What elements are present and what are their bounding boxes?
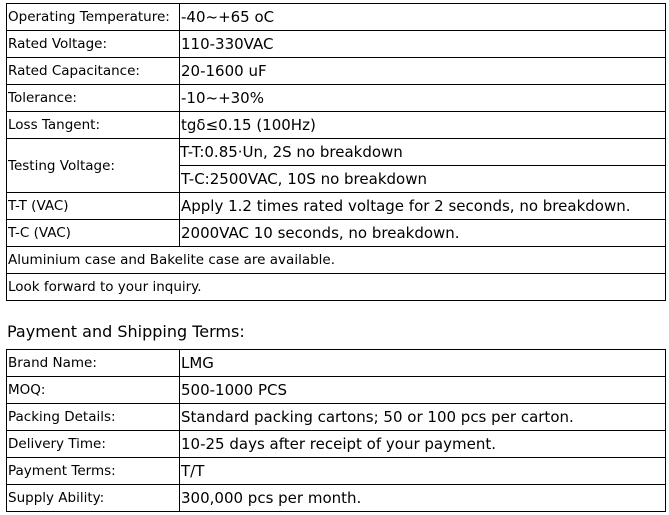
table-row xyxy=(7,31,666,58)
moq-value: 500-1000 PCS xyxy=(180,377,666,404)
tolerance-label: Tolerance: xyxy=(7,85,180,112)
tc-vac-label: T-C (VAC) xyxy=(7,220,180,247)
packing-details-value: Standard packing cartons; 50 or 100 pcs per carton. xyxy=(180,404,666,431)
loss-tangent-label: Loss Tangent: xyxy=(7,112,180,139)
table-row xyxy=(7,377,666,404)
table-row xyxy=(7,139,666,193)
table-row xyxy=(7,4,666,31)
tt-vac-value: Apply 1.2 times rated voltage for 2 seconds, no breakdown. xyxy=(180,193,666,220)
table-row xyxy=(7,350,666,377)
testing-voltage-label: Testing Voltage: xyxy=(7,139,180,193)
table-row xyxy=(7,274,666,301)
case-availability-note: Aluminium case and Bakelite case are available. xyxy=(7,247,666,274)
rated-voltage-value: 110-330VAC xyxy=(180,31,666,58)
loss-tangent-value: tgδ≤0.15 (100Hz) xyxy=(180,112,666,139)
brand-name-value: LMG xyxy=(180,350,666,377)
testing-voltage-value xyxy=(180,139,666,193)
table-row xyxy=(7,112,666,139)
rated-capacitance-value: 20-1600 uF xyxy=(180,58,666,85)
brand-name-label: Brand Name: xyxy=(7,350,180,377)
payment-shipping-table xyxy=(6,349,666,512)
supply-ability-value: 300,000 pcs per month. xyxy=(180,485,666,512)
tolerance-value: -10~+30% xyxy=(180,85,666,112)
testing-voltage-tt-line: T-T:0.85·Un, 2S no breakdown xyxy=(179,139,665,166)
tc-vac-value: 2000VAC 10 seconds, no breakdown. xyxy=(180,220,666,247)
packing-details-label: Packing Details: xyxy=(7,404,180,431)
payment-terms-label: Payment Terms: xyxy=(7,458,180,485)
table-row xyxy=(7,193,666,220)
inquiry-note: Look forward to your inquiry. xyxy=(7,274,666,301)
rated-voltage-label: Rated Voltage: xyxy=(7,31,180,58)
supply-ability-label: Supply Ability: xyxy=(7,485,180,512)
table-row xyxy=(7,85,666,112)
rated-capacitance-label: Rated Capacitance: xyxy=(7,58,180,85)
delivery-time-label: Delivery Time: xyxy=(7,431,180,458)
table-row xyxy=(7,220,666,247)
specifications-table xyxy=(6,3,666,301)
moq-label: MOQ: xyxy=(7,377,180,404)
table-row xyxy=(7,485,666,512)
tt-vac-label: T-T (VAC) xyxy=(7,193,180,220)
operating-temperature-value: -40~+65 oC xyxy=(180,4,666,31)
delivery-time-value: 10-25 days after receipt of your payment. xyxy=(180,431,666,458)
table-row xyxy=(7,431,666,458)
table-row xyxy=(7,247,666,274)
payment-terms-value: T/T xyxy=(180,458,666,485)
operating-temperature-label: Operating Temperature: xyxy=(7,4,180,31)
table-row xyxy=(7,58,666,85)
testing-voltage-tc-line: T-C:2500VAC, 10S no breakdown xyxy=(181,170,427,188)
payment-shipping-heading: Payment and Shipping Terms: xyxy=(7,322,245,341)
table-row xyxy=(7,458,666,485)
table-row xyxy=(7,404,666,431)
